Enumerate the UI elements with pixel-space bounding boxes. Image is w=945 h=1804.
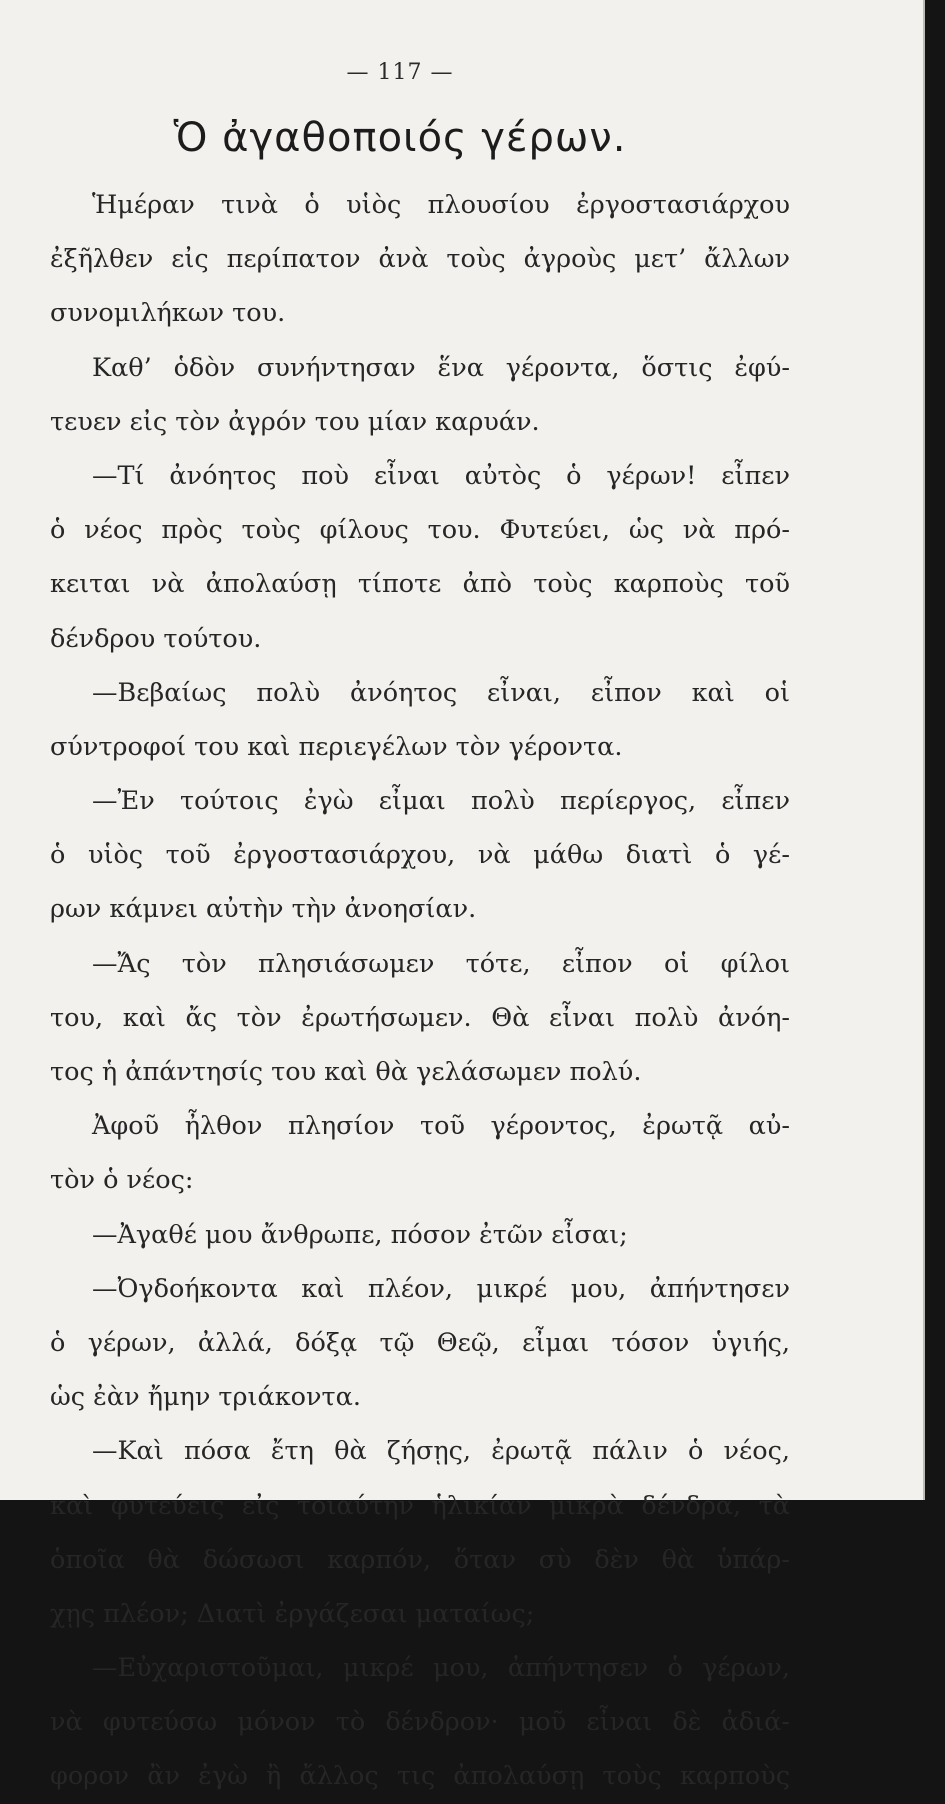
text-line: —Βεβαίως πολὺ ἀνόητος εἶναι, εἶπον καὶ οἱ bbox=[92, 677, 790, 708]
text-line: —Ὀγδοήκοντα καὶ πλέον, μικρέ μου, ἀπήντησεν bbox=[92, 1273, 790, 1304]
text-line: φορον ἂν ἐγὼ ἢ ἄλλος τις ἀπολαύσῃ τοὺς καρποὺς bbox=[50, 1761, 790, 1792]
text-line: καὶ φυτεύεις εἰς τοιαύτην ἡλικίαν μικρὰ δένδρα, τὰ bbox=[50, 1490, 790, 1521]
text-line: —Τί ἀνόητος ποὺ εἶναι αὐτὸς ὁ γέρων! εἶπεν bbox=[92, 460, 790, 491]
text-line: ὁ γέρων, ἀλλά, δόξᾳ τῷ Θεῷ, εἶμαι τόσον ὑγιής, bbox=[50, 1327, 790, 1358]
text-line: —Εὐχαριστοῦμαι, μικρέ μου, ἀπήντησεν ὁ γέρων, bbox=[92, 1653, 790, 1684]
text-line: ὁ νέος πρὸς τοὺς φίλους του. Φυτεύει, ὡς νὰ πρό- bbox=[50, 515, 790, 546]
text-line: νὰ φυτεύσω μόνον τὸ δένδρον· μοῦ εἶναι δὲ ἀδιά- bbox=[50, 1707, 790, 1738]
page-number: — 117 — bbox=[346, 60, 454, 85]
text-line: τευεν εἰς τὸν ἀγρόν του μίαν καρυάν. bbox=[50, 406, 540, 437]
text-line: ρων κάμνει αὐτὴν τὴν ἀνοησίαν. bbox=[50, 894, 477, 925]
text-line: ὡς ἐὰν ἤμην τριάκοντα. bbox=[50, 1382, 361, 1413]
body-text bbox=[50, 178, 790, 1804]
text-line: τὸν ὁ νέος: bbox=[50, 1165, 194, 1196]
text-line: —Καὶ πόσα ἔτη θὰ ζήσῃς, ἐρωτᾷ πάλιν ὁ νέος, bbox=[92, 1436, 790, 1467]
text-line: —Ἀγαθέ μου ἄνθρωπε, πόσον ἐτῶν εἶσαι; bbox=[92, 1219, 628, 1250]
text-line: δένδρου τούτου. bbox=[50, 623, 262, 654]
text-line: σύντροφοί του καὶ περιεγέλων τὸν γέροντα. bbox=[50, 731, 623, 762]
text-line: του, καὶ ἄς τὸν ἐρωτήσωμεν. Θὰ εἶναι πολὺ ἀνόη- bbox=[50, 1002, 790, 1033]
text-line: χῃς πλέον; Διατὶ ἐργάζεσαι ματαίως; bbox=[50, 1598, 535, 1629]
text-line: Ἡμέραν τινὰ ὁ υἱὸς πλουσίου ἐργοστασιάρχου bbox=[92, 190, 790, 220]
text-line: κειται νὰ ἀπολαύσῃ τίποτε ἀπὸ τοὺς καρποὺς τοῦ bbox=[50, 569, 790, 600]
text-line: ἐξῆλθεν εἰς περίπατον ἀνὰ τοὺς ἀγροὺς μετ’ ἄλλων bbox=[50, 244, 790, 275]
text-line: ὁ υἱὸς τοῦ ἐργοστασιάρχου, νὰ μάθω διατὶ ὁ γέ- bbox=[50, 840, 790, 871]
text-line: —Ἄς τὸν πλησιάσωμεν τότε, εἶπον οἱ φίλοι bbox=[92, 948, 790, 979]
text-line: Καθ’ ὁδὸν συνήντησαν ἕνα γέροντα, ὅστις ἐφύ- bbox=[92, 352, 790, 383]
chapter-title: Ὁ ἀγαθοποιός γέρων. bbox=[173, 115, 627, 161]
text-line: συνομιλήκων του. bbox=[50, 298, 286, 329]
text-line: Ἀφοῦ ἦλθον πλησίον τοῦ γέροντος, ἐρωτᾷ αὐ- bbox=[92, 1111, 790, 1142]
text-line: ὁποῖα θὰ δώσωσι καρπόν, ὅταν σὺ δὲν θὰ ὑπάρ- bbox=[50, 1544, 790, 1575]
text-line: —Ἐν τούτοις ἐγὼ εἶμαι πολὺ περίεργος, εἶπεν bbox=[92, 786, 790, 817]
text-line: τος ἡ ἀπάντησίς του καὶ θὰ γελάσωμεν πολύ. bbox=[50, 1057, 642, 1087]
